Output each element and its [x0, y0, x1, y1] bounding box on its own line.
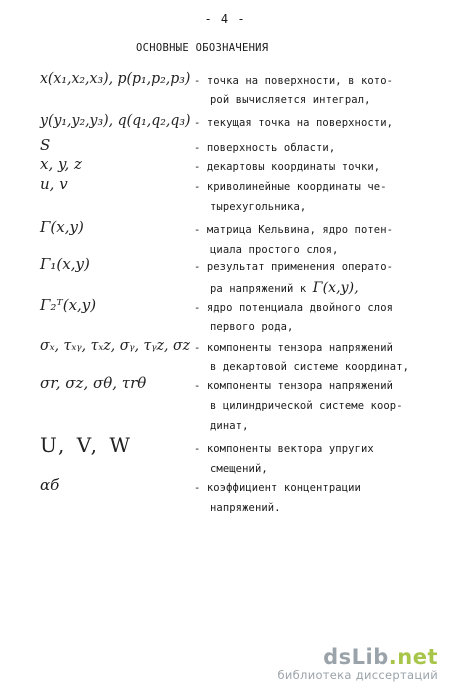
notation-symbol: Γ(x,y)	[40, 218, 84, 236]
notation-symbol: u, v	[40, 175, 68, 193]
notation-description: - криволинейные координаты че-	[194, 181, 387, 193]
notation-symbol: x, y, z	[40, 155, 82, 173]
dslib-watermark	[277, 645, 438, 682]
notation-description: - компоненты тензора напряжений	[194, 342, 394, 354]
notation-reference: Γ(x,y),	[312, 280, 359, 296]
notation-entry	[0, 69, 450, 93]
notation-symbol: σₓ, τₓᵧ, τₓz, σᵧ, τᵧz, σz	[40, 336, 191, 354]
notation-continuation	[0, 500, 450, 520]
notation-symbol: σr, σz, σθ, τrθ	[40, 374, 147, 392]
notation-symbol: S	[40, 136, 51, 154]
notation-description: - коэффициент концентрации	[194, 482, 361, 494]
notation-description: динат,	[210, 420, 249, 432]
page-number: - 4 -	[204, 12, 246, 26]
notation-description: ра напряжений к	[210, 283, 307, 295]
notation-description: - текущая точка на поверхности,	[194, 117, 394, 129]
notation-continuation	[0, 461, 450, 481]
notation-entry	[0, 296, 450, 320]
notation-symbol: U, V, W	[40, 433, 133, 457]
page-heading: ОСНОВНЫЕ ОБОЗНАЧЕНИЯ	[136, 42, 269, 54]
notation-entry	[0, 433, 450, 461]
notation-entry	[0, 175, 450, 199]
notation-entry	[0, 336, 450, 360]
notation-description: первого рода,	[210, 321, 294, 333]
notation-symbol: αб	[40, 476, 60, 494]
notation-symbol: Γ₂ᵀ(x,y)	[40, 296, 97, 314]
notation-entry	[0, 218, 450, 242]
notation-description: напряжений.	[210, 502, 281, 514]
notation-description: рой вычисляется интеграл,	[210, 94, 371, 106]
notation-entry	[0, 476, 450, 500]
notation-description: - ядро потенциала двойного слоя	[194, 302, 394, 314]
notation-description: циала простого слоя,	[210, 244, 339, 256]
notation-description: - точка на поверхности, в кото-	[194, 75, 394, 87]
notation-description: - поверхность области,	[194, 142, 336, 154]
notation-entry	[0, 255, 450, 279]
notation-symbol: Γ₁(x,y)	[40, 255, 90, 273]
notation-description: - компоненты тензора напряжений	[194, 380, 394, 392]
notation-description: - матрица Кельвина, ядро потен-	[194, 224, 394, 236]
dslib-logo: dsLib.net	[323, 645, 438, 669]
notation-continuation	[0, 278, 450, 298]
notation-description: в декартовой системе координат,	[210, 361, 410, 373]
notation-symbol: y(y₁,y₂,y₃), q(q₁,q₂,q₃)	[40, 111, 191, 129]
notation-description: тырехугольника,	[210, 201, 307, 213]
notation-entry	[0, 111, 450, 135]
notation-continuation	[0, 199, 450, 219]
notation-symbol: x(x₁,x₂,x₃), p(p₁,p₂,p₃)	[40, 69, 191, 87]
notation-entry	[0, 374, 450, 398]
notation-description: - результат применения операто-	[194, 261, 394, 273]
notation-description: смещений,	[210, 463, 268, 475]
notation-description: - компоненты вектора упругих	[194, 443, 374, 455]
watermark-subtitle: библиотека диссертаций	[277, 668, 438, 682]
notation-continuation	[0, 92, 450, 112]
notation-description: в цилиндрической системе коор-	[210, 400, 403, 412]
notation-description: - декартовы координаты точки,	[194, 161, 381, 173]
notation-continuation	[0, 398, 450, 418]
